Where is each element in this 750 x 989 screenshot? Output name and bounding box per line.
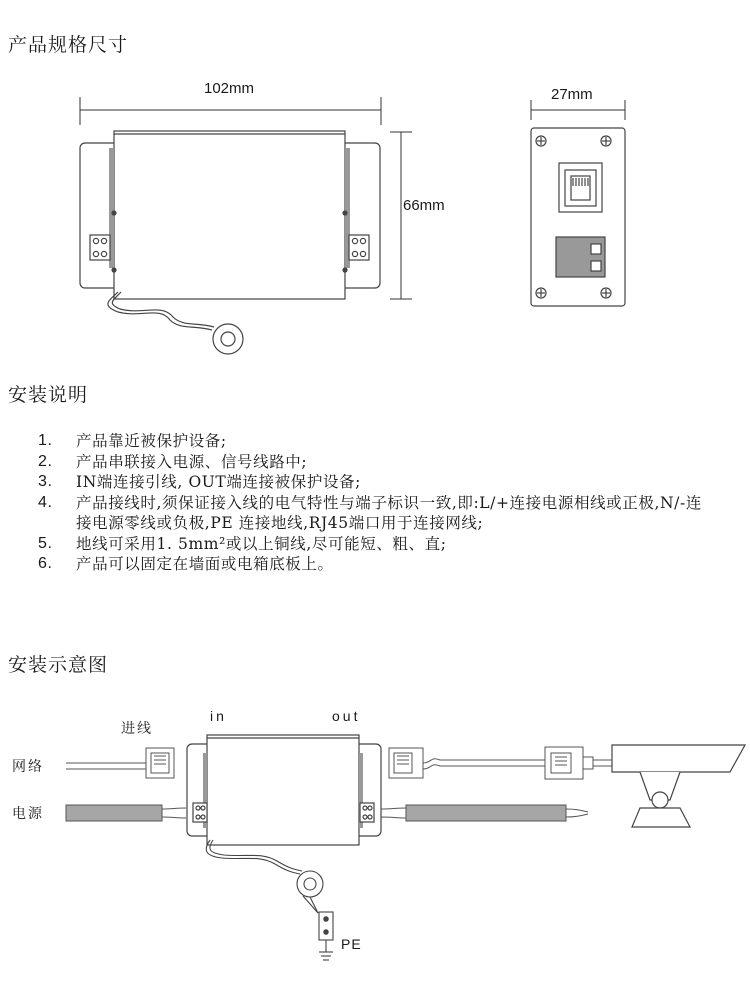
width-dimension-label: 102mm: [204, 80, 255, 97]
spd-device: [187, 735, 381, 845]
list-item: 3. IN端连接引线, OUT端连接被保护设备;: [38, 473, 361, 491]
install-title: 安装说明: [8, 384, 89, 406]
out-label: out: [332, 708, 361, 724]
network-label: 网络: [12, 759, 44, 775]
incoming-label: 进线: [121, 721, 153, 737]
list-item: 2. 产品串联接入电源、信号线路中;: [38, 452, 308, 471]
pe-ground-wire: [206, 840, 333, 960]
pe-label: PE: [341, 936, 362, 952]
list-item: 6. 产品可以固定在墙面或电箱底板上。: [38, 555, 334, 573]
spec-title: 产品规格尺寸: [8, 34, 129, 56]
list-item: 1. 产品靠近被保护设备;: [38, 432, 227, 450]
power-cable-out: [381, 805, 588, 821]
in-label: in: [210, 708, 227, 724]
height-dimension-label: 66mm: [403, 197, 445, 214]
network-cable-out: [389, 747, 612, 779]
depth-dimension-label: 27mm: [551, 86, 593, 103]
list-item: 5. 地线可采用1. 5mm²或以上铜线,尽可能短、粗、直;: [38, 534, 447, 553]
camera-icon: [612, 745, 745, 827]
diagram-title: 安装示意图: [8, 654, 109, 676]
power-cable-in: [66, 805, 186, 821]
network-cable-in: [66, 748, 174, 778]
power-label: 电源: [12, 806, 44, 822]
list-item: 4. 产品接线时,须保证接入线的电气特性与端子标识一致,即:L/+连接电源相线或正极,N/-连接电源零线或负极,PE 连接地线,RJ45端口用于连接网线;: [38, 493, 702, 532]
